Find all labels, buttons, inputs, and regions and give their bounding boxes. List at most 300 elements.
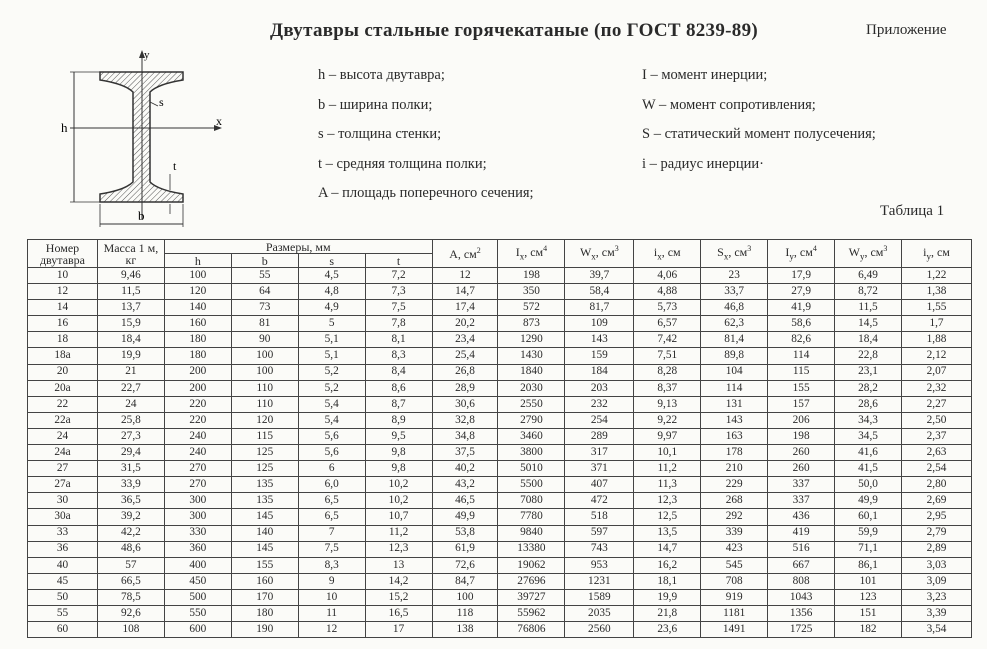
header-iy: $I_y$, $см^4$ [768, 240, 835, 268]
table-cell: 268 [701, 493, 768, 509]
table-cell: 86,1 [835, 557, 902, 573]
b-dimension-label: b [138, 208, 145, 223]
table-cell: 198 [498, 268, 565, 284]
table-cell: 33,7 [701, 284, 768, 300]
table-cell: 2550 [498, 396, 565, 412]
header-iy-radius: $i_y$, см [902, 240, 972, 268]
table-row [28, 509, 972, 525]
table-header [28, 240, 972, 268]
table-cell: 62,3 [701, 316, 768, 332]
table-cell: 36 [28, 541, 98, 557]
table-cell: 1491 [701, 622, 768, 638]
table-cell: 28,9 [432, 380, 498, 396]
table-cell: 18а [28, 348, 98, 364]
table-cell: 10,2 [365, 477, 432, 493]
table-row [28, 477, 972, 493]
table-cell: 200 [164, 380, 231, 396]
table-row [28, 364, 972, 380]
table-cell: 39,7 [565, 268, 634, 284]
table-cell: 108 [97, 622, 164, 638]
table-cell: 22 [28, 396, 98, 412]
table-cell: 5010 [498, 461, 565, 477]
table-cell: 260 [768, 461, 835, 477]
table-row [28, 332, 972, 348]
table-cell: 1290 [498, 332, 565, 348]
table-cell: 337 [768, 493, 835, 509]
table-row [28, 428, 972, 444]
table-cell: 100 [231, 348, 298, 364]
legend-item: i – радиус инерции· [642, 155, 764, 172]
table-cell: 82,6 [768, 332, 835, 348]
table-cell: 2,27 [902, 396, 972, 412]
table-cell: 58,6 [768, 316, 835, 332]
table-cell: 180 [231, 605, 298, 621]
table-cell: 59,9 [835, 525, 902, 541]
table-cell: 163 [701, 428, 768, 444]
header-wx: $W_x$, $см^3$ [565, 240, 634, 268]
table-cell: 2,32 [902, 380, 972, 396]
table-cell: 2,79 [902, 525, 972, 541]
table-cell: 400 [164, 557, 231, 573]
table-cell: 72,6 [432, 557, 498, 573]
symbol-legend-right [642, 61, 876, 179]
legend-item: s – толщина стенки; [318, 126, 442, 142]
table-cell: 240 [164, 445, 231, 461]
header-dimensions: Размеры, мм [164, 240, 432, 254]
table-cell: 41,5 [835, 461, 902, 477]
header-number: Номер двутавра [28, 240, 98, 268]
table-cell: 708 [701, 573, 768, 589]
table-cell: 919 [701, 589, 768, 605]
header-mass: Масса 1 м, кг [97, 240, 164, 268]
table-cell: 3,54 [902, 622, 972, 638]
table-cell: 55962 [498, 605, 565, 621]
table-cell: 2,89 [902, 541, 972, 557]
table-cell: 339 [701, 525, 768, 541]
table-cell: 8,1 [365, 332, 432, 348]
table-cell: 545 [701, 557, 768, 573]
table-cell: 110 [231, 380, 298, 396]
table-cell: 34,3 [835, 412, 902, 428]
table-cell: 40 [28, 557, 98, 573]
table-cell: 11,3 [634, 477, 701, 493]
table-cell: 27,9 [768, 284, 835, 300]
table-cell: 8,37 [634, 380, 701, 396]
table-row [28, 316, 972, 332]
table-cell: 60,1 [835, 509, 902, 525]
table-cell: 5,6 [298, 428, 365, 444]
table-cell: 6,5 [298, 493, 365, 509]
table-cell: 21 [97, 364, 164, 380]
table-cell: 12 [28, 284, 98, 300]
header-sx: $S_x$, $см^3$ [701, 240, 768, 268]
table-cell: 873 [498, 316, 565, 332]
ibeam-properties-table [27, 239, 972, 638]
table-cell: 125 [231, 461, 298, 477]
table-cell: 2,80 [902, 477, 972, 493]
table-cell: 27а [28, 477, 98, 493]
table-cell: 9,46 [97, 268, 164, 284]
table-cell: 7,42 [634, 332, 701, 348]
table-cell: 7,2 [365, 268, 432, 284]
table-cell: 40,2 [432, 461, 498, 477]
table-cell: 667 [768, 557, 835, 573]
table-cell: 11,5 [97, 284, 164, 300]
table-cell: 81 [231, 316, 298, 332]
table-cell: 600 [164, 622, 231, 638]
table-cell: 6 [298, 461, 365, 477]
table-row [28, 622, 972, 638]
table-cell: 180 [164, 348, 231, 364]
table-cell: 61,9 [432, 541, 498, 557]
table-cell: 2,95 [902, 509, 972, 525]
table-cell: 9,5 [365, 428, 432, 444]
table-cell: 3460 [498, 428, 565, 444]
table-row [28, 445, 972, 461]
table-cell: 270 [164, 477, 231, 493]
table-cell: 6,57 [634, 316, 701, 332]
table-cell: 125 [231, 445, 298, 461]
table-cell: 2,37 [902, 428, 972, 444]
legend-item: A – площадь поперечного сечения; [318, 185, 534, 201]
header-h: h [164, 254, 231, 268]
legend-item: b – ширина полки; [318, 96, 433, 113]
table-cell: 2,54 [902, 461, 972, 477]
header-area: A, $см^2$ [432, 240, 498, 268]
symbol-legend-left [318, 61, 534, 209]
table-cell: 1,38 [902, 284, 972, 300]
table-cell: 13 [365, 557, 432, 573]
table-cell: 101 [835, 573, 902, 589]
table-cell: 5,73 [634, 300, 701, 316]
legend-item: t – средняя толщина полки; [318, 155, 487, 172]
table-cell: 3,09 [902, 573, 972, 589]
table-cell: 7,51 [634, 348, 701, 364]
table-cell: 330 [164, 525, 231, 541]
t-dimension-label: t [173, 159, 177, 173]
table-cell: 1,88 [902, 332, 972, 348]
table-cell: 30,6 [432, 396, 498, 412]
table-cell: 10 [28, 268, 98, 284]
table-cell: 18,4 [835, 332, 902, 348]
table-cell: 23 [701, 268, 768, 284]
table-cell: 115 [768, 364, 835, 380]
table-cell: 73 [231, 300, 298, 316]
table-cell: 12 [298, 622, 365, 638]
table-cell: 1725 [768, 622, 835, 638]
table-cell: 30а [28, 509, 98, 525]
header-s: s [298, 254, 365, 268]
table-row [28, 348, 972, 364]
s-dimension-label: s [159, 95, 164, 109]
table-cell: 23,4 [432, 332, 498, 348]
table-cell: 20 [28, 364, 98, 380]
table-cell: 206 [768, 412, 835, 428]
table-cell: 118 [432, 605, 498, 621]
table-cell: 229 [701, 477, 768, 493]
table-cell: 13,7 [97, 300, 164, 316]
table-cell: 78,5 [97, 589, 164, 605]
table-cell: 240 [164, 428, 231, 444]
table-cell: 8,3 [365, 348, 432, 364]
table-row [28, 589, 972, 605]
table-cell: 24а [28, 445, 98, 461]
table-cell: 151 [835, 605, 902, 621]
table-cell: 10,7 [365, 509, 432, 525]
header-ix-radius: $i_x$, см [634, 240, 701, 268]
table-cell: 5,2 [298, 380, 365, 396]
table-cell: 7,5 [298, 541, 365, 557]
table-cell: 92,6 [97, 605, 164, 621]
x-axis-label: x [216, 114, 222, 128]
table-cell: 155 [768, 380, 835, 396]
header-t: t [365, 254, 432, 268]
table-cell: 1,7 [902, 316, 972, 332]
table-cell: 1430 [498, 348, 565, 364]
table-cell: 84,7 [432, 573, 498, 589]
table-cell: 32,8 [432, 412, 498, 428]
table-cell: 34,8 [432, 428, 498, 444]
table-cell: 407 [565, 477, 634, 493]
table-cell: 160 [164, 316, 231, 332]
table-cell: 17,9 [768, 268, 835, 284]
table-cell: 350 [498, 284, 565, 300]
table-cell: 28,2 [835, 380, 902, 396]
table-cell: 57 [97, 557, 164, 573]
table-cell: 14,2 [365, 573, 432, 589]
table-cell: 17,4 [432, 300, 498, 316]
table-cell: 160 [231, 573, 298, 589]
table-cell: 2,12 [902, 348, 972, 364]
table-cell: 41,6 [835, 445, 902, 461]
table-cell: 1231 [565, 573, 634, 589]
table-cell: 115 [231, 428, 298, 444]
table-cell: 123 [835, 589, 902, 605]
table-body [28, 268, 972, 638]
table-cell: 20а [28, 380, 98, 396]
table-cell: 28,6 [835, 396, 902, 412]
table-cell: 371 [565, 461, 634, 477]
table-cell: 14,7 [634, 541, 701, 557]
table-cell: 12 [432, 268, 498, 284]
table-cell: 120 [231, 412, 298, 428]
table-cell: 20,2 [432, 316, 498, 332]
table-cell: 43,2 [432, 477, 498, 493]
table-cell: 3,23 [902, 589, 972, 605]
table-cell: 100 [231, 364, 298, 380]
table-cell: 34,5 [835, 428, 902, 444]
table-cell: 11,2 [365, 525, 432, 541]
table-cell: 1,22 [902, 268, 972, 284]
table-cell: 120 [164, 284, 231, 300]
table-cell: 64 [231, 284, 298, 300]
table-cell: 31,5 [97, 461, 164, 477]
table-cell: 4,06 [634, 268, 701, 284]
table-cell: 2,50 [902, 412, 972, 428]
table-cell: 337 [768, 477, 835, 493]
table-cell: 220 [164, 412, 231, 428]
table-cell: 9840 [498, 525, 565, 541]
table-cell: 22,7 [97, 380, 164, 396]
table-cell: 808 [768, 573, 835, 589]
table-cell: 178 [701, 445, 768, 461]
table-cell: 5,1 [298, 332, 365, 348]
table-row [28, 268, 972, 284]
table-cell: 53,8 [432, 525, 498, 541]
table-cell: 11,5 [835, 300, 902, 316]
table-cell: 4,9 [298, 300, 365, 316]
table-cell: 33,9 [97, 477, 164, 493]
h-dimension-label: h [61, 120, 68, 135]
table-title: Таблица 1 [880, 203, 945, 219]
table-cell: 1356 [768, 605, 835, 621]
table-cell: 90 [231, 332, 298, 348]
table-cell: 6,5 [298, 509, 365, 525]
table-cell: 24 [97, 396, 164, 412]
table-cell: 9,22 [634, 412, 701, 428]
table-cell: 60 [28, 622, 98, 638]
legend-item: I – момент инерции; [642, 67, 768, 83]
table-cell: 8,4 [365, 364, 432, 380]
table-cell: 7080 [498, 493, 565, 509]
table-cell: 9,97 [634, 428, 701, 444]
table-cell: 4,8 [298, 284, 365, 300]
table-cell: 39,2 [97, 509, 164, 525]
table-cell: 12,5 [634, 509, 701, 525]
table-cell: 6,49 [835, 268, 902, 284]
table-cell: 13,5 [634, 525, 701, 541]
table-cell: 26,8 [432, 364, 498, 380]
table-cell: 131 [701, 396, 768, 412]
table-cell: 419 [768, 525, 835, 541]
table-cell: 15,2 [365, 589, 432, 605]
table-cell: 10 [298, 589, 365, 605]
table-cell: 572 [498, 300, 565, 316]
table-cell: 182 [835, 622, 902, 638]
table-cell: 8,7 [365, 396, 432, 412]
table-cell: 436 [768, 509, 835, 525]
table-cell: 317 [565, 445, 634, 461]
table-cell: 55 [28, 605, 98, 621]
table-cell: 14,5 [835, 316, 902, 332]
table-cell: 46,5 [432, 493, 498, 509]
table-cell: 1840 [498, 364, 565, 380]
table-cell: 14 [28, 300, 98, 316]
table-cell: 50 [28, 589, 98, 605]
table-cell: 2035 [565, 605, 634, 621]
table-cell: 232 [565, 396, 634, 412]
table-cell: 1589 [565, 589, 634, 605]
table-cell: 200 [164, 364, 231, 380]
table-cell: 19,9 [97, 348, 164, 364]
table-cell: 9,8 [365, 461, 432, 477]
table-cell: 25,4 [432, 348, 498, 364]
table-cell: 23,1 [835, 364, 902, 380]
table-row [28, 300, 972, 316]
table-cell: 135 [231, 477, 298, 493]
table-cell: 41,9 [768, 300, 835, 316]
table-cell: 155 [231, 557, 298, 573]
table-cell: 159 [565, 348, 634, 364]
table-cell: 143 [565, 332, 634, 348]
table-cell: 157 [768, 396, 835, 412]
table-cell: 66,5 [97, 573, 164, 589]
table-cell: 89,8 [701, 348, 768, 364]
table-cell: 550 [164, 605, 231, 621]
table-cell: 81,4 [701, 332, 768, 348]
y-axis-label: y [144, 49, 150, 61]
legend-item: h – высота двутавра; [318, 67, 445, 83]
table-cell: 210 [701, 461, 768, 477]
table-cell: 46,8 [701, 300, 768, 316]
table-cell: 203 [565, 380, 634, 396]
table-cell: 145 [231, 541, 298, 557]
table-cell: 37,5 [432, 445, 498, 461]
table-cell: 220 [164, 396, 231, 412]
table-cell: 292 [701, 509, 768, 525]
table-cell: 8,6 [365, 380, 432, 396]
table-cell: 49,9 [835, 493, 902, 509]
table-cell: 360 [164, 541, 231, 557]
table-cell: 4,5 [298, 268, 365, 284]
table-cell: 8,9 [365, 412, 432, 428]
table-cell: 518 [565, 509, 634, 525]
table-cell: 1,55 [902, 300, 972, 316]
table-cell: 1181 [701, 605, 768, 621]
table-cell: 24 [28, 428, 98, 444]
table-cell: 22а [28, 412, 98, 428]
table-cell: 16 [28, 316, 98, 332]
page-title: Двутавры стальные горячекатаные (по ГОСТ 8239-89) [270, 20, 758, 41]
table-cell: 8,3 [298, 557, 365, 573]
table-cell: 5,4 [298, 396, 365, 412]
table-cell: 11 [298, 605, 365, 621]
table-cell: 15,9 [97, 316, 164, 332]
table-cell: 16,2 [634, 557, 701, 573]
table-cell: 300 [164, 493, 231, 509]
table-cell: 10,2 [365, 493, 432, 509]
table-cell: 42,2 [97, 525, 164, 541]
table-cell: 19,9 [634, 589, 701, 605]
table-cell: 198 [768, 428, 835, 444]
table-cell: 7,3 [365, 284, 432, 300]
legend-item: S – статический момент полусечения; [642, 126, 876, 142]
table-row [28, 541, 972, 557]
table-cell: 190 [231, 622, 298, 638]
table-cell: 145 [231, 509, 298, 525]
table-cell: 140 [164, 300, 231, 316]
table-cell: 2030 [498, 380, 565, 396]
table-row [28, 557, 972, 573]
table-cell: 3800 [498, 445, 565, 461]
table-cell: 18,1 [634, 573, 701, 589]
table-cell: 8,72 [835, 284, 902, 300]
table-cell: 7 [298, 525, 365, 541]
table-cell: 140 [231, 525, 298, 541]
table-cell: 5,4 [298, 412, 365, 428]
table-cell: 10,1 [634, 445, 701, 461]
table-cell: 953 [565, 557, 634, 573]
table-cell: 48,6 [97, 541, 164, 557]
table-row [28, 573, 972, 589]
table-cell: 16,5 [365, 605, 432, 621]
header-wy: $W_y$, $см^3$ [835, 240, 902, 268]
table-cell: 2790 [498, 412, 565, 428]
table-cell: 12,3 [634, 493, 701, 509]
table-cell: 114 [701, 380, 768, 396]
table-cell: 27,3 [97, 428, 164, 444]
table-cell: 2,07 [902, 364, 972, 380]
